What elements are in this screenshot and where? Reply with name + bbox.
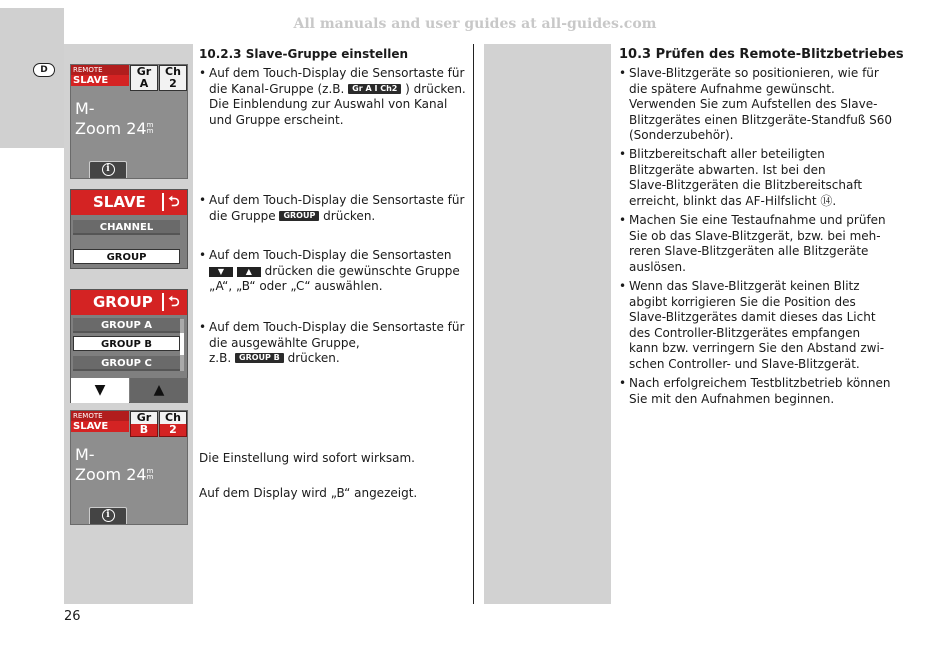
scrollbar[interactable] [180,319,184,371]
zoom-text [75,465,153,485]
check-step-4: • Wenn das Slave-Blitzgerät keinen Blitz abgibt korrigieren Sie die Position des Slave-Blitzgerätes damit dieses das Licht des Controller-Blitzgerätes empfangen kann bzw. verringern Sie den Abstand zwi- schen Controller- und Slave-Blitzgerät. [619,279,899,372]
group-c-item[interactable]: GROUP C [73,356,180,371]
slave-menu-title: SLAVE [93,193,146,211]
channel-value: 2 [169,423,177,436]
result-text-2: Auf dem Display wird „B“ angezeigt. [199,486,418,500]
info-button[interactable] [89,507,127,524]
slave-label: SLAVE [71,75,129,86]
group-channel-key-icon: Gr A I Ch2 [348,84,401,94]
display-screen-result [70,410,188,525]
corner-tab [0,8,64,148]
back-arrow-icon[interactable]: ⮌ [162,193,184,211]
mode-text: M- [75,99,95,118]
channel-label: Ch [159,411,187,424]
right-gray-column [484,44,611,604]
check-step-1: • Slave-Blitzgeräte so positionieren, wie für die spätere Aufnahme gewünscht. Verwenden Sie zum Aufstellen des Slave- Blitzgerätes einen Blitzgeräte-Standfuß S60 (Sonderzubehör). [619,66,899,144]
column-divider [473,44,474,604]
page-number: 26 [64,609,81,624]
group-b-key-icon: GROUP B [235,353,284,363]
group-label: Gr [136,65,152,78]
group-menu-screen [70,289,188,403]
instruction-1: • Auf dem Touch-Display die Sensortaste für die Kanal-Gruppe (z.B. Gr A I Ch2 ) drücken. Die Einblendung zur Auswahl von Kanal und Gruppe erscheint. [199,66,469,128]
instruction-2: • Auf dem Touch-Display die Sensortaste für die Gruppe GROUP drücken. [199,193,469,224]
slave-menu-header [71,190,187,215]
group-cell[interactable] [130,411,158,437]
scroll-thumb[interactable] [180,333,184,355]
instruction-4: • Auf dem Touch-Display die Sensortaste für die ausgewählte Gruppe, z.B. GROUP B drücken. [199,320,469,367]
back-arrow-icon[interactable]: ⮌ [162,293,184,311]
group-label: Gr [130,411,158,424]
down-arrow-button[interactable]: ▼ [71,378,129,403]
group-value: A [139,77,149,90]
zoom-unit: m m [146,467,154,481]
mode-text: M- [75,445,95,464]
language-badge: D [33,63,55,77]
section-heading-1023: 10.2.3 Slave-Gruppe einstellen [199,47,409,61]
channel-label: Ch [165,65,181,78]
channel-menu-item[interactable]: CHANNEL [73,220,180,235]
channel-cell[interactable] [159,411,187,437]
remote-label: REMOTE [71,411,129,421]
result-text-1: Die Einstellung wird sofort wirksam. [199,451,415,465]
up-key-icon: ▲ [237,267,261,277]
info-icon: i [102,509,115,522]
up-arrow-button[interactable]: ▲ [130,378,188,403]
group-menu-item[interactable]: GROUP [73,249,180,264]
group-cell[interactable] [130,65,158,91]
check-step-5: • Nach erfolgreichem Testblitzbetrieb können Sie mit den Aufnahmen beginnen. [619,376,899,407]
group-key-icon: GROUP [279,211,319,221]
info-button[interactable] [89,161,127,178]
channel-cell[interactable] [159,65,187,91]
watermark: All manuals and user guides at all-guides.com [293,16,657,32]
zoom-text [75,119,153,139]
group-value: B [139,423,149,436]
display-screen-initial [70,64,188,179]
check-step-2: • Blitzbereitschaft aller beteiligten Blitzgeräte abwarten. Ist bei den Slave-Blitzgeräten die Blitzbereitschaft erreicht, blinkt das AF-Hilfslicht ⑭. [619,147,899,209]
group-a-item[interactable]: GROUP A [73,318,180,333]
group-menu-header [71,290,187,315]
slave-menu-screen [70,189,188,269]
info-icon: i [102,163,115,176]
check-step-3: • Machen Sie eine Testaufnahme und prüfen Sie ob das Slave-Blitzgerät, bzw. bei meh- reren Slave-Blitzgeräten alle Blitzgeräte auslösen. [619,213,899,275]
zoom-value: Zoom 24 [75,119,147,138]
group-b-item[interactable]: GROUP B [73,336,180,351]
group-menu-title: GROUP [93,293,153,311]
down-key-icon: ▼ [209,267,233,277]
channel-value: 2 [169,77,177,90]
zoom-unit: m m [146,121,154,135]
zoom-value: Zoom 24 [75,465,147,484]
remote-label: REMOTE [71,65,129,75]
slave-label: SLAVE [71,421,129,432]
section-heading-103: 10.3 Prüfen des Remote-Blitzbetriebes [619,47,904,62]
instruction-3: • Auf dem Touch-Display die Sensortasten ▼ ▲ drücken die gewünschte Gruppe „A“, „B“ oder „C“ auswählen. [199,248,469,295]
